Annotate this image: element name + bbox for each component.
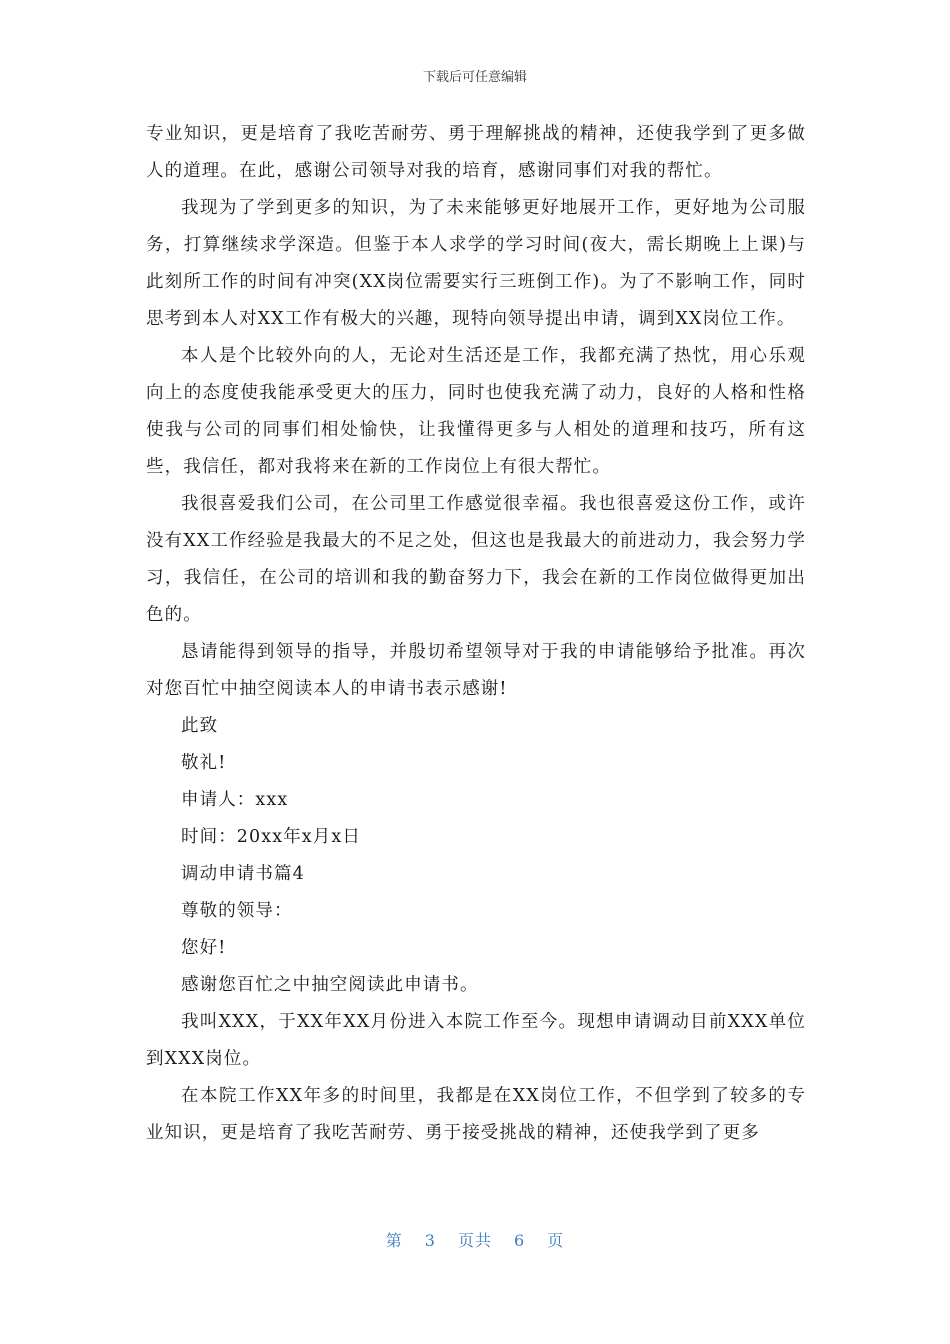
paragraph: 我叫XXX，于XX年XX月份进入本院工作至今。现想申请调动目前XXX单位到XXX岗位。 <box>146 1012 806 1069</box>
footer-suffix: 页 <box>547 1231 565 1250</box>
paragraph: 专业知识，更是培育了我吃苦耐劳、勇于理解挑战的精神，还使我学到了更多做人的道理。在此，感谢公司领导对我的培育，感谢同事们对我的帮忙。 <box>146 124 806 181</box>
greeting: 您好! <box>181 938 227 958</box>
paragraph: 恳请能得到领导的指导，并殷切希望领导对于我的申请能够给予批准。再次对您百忙中抽空阅读本人的申请书表示感谢! <box>146 642 806 699</box>
section-title: 调动申请书篇4 <box>181 864 305 884</box>
footer-prefix: 第 <box>385 1231 403 1250</box>
footer-middle: 页共 <box>457 1231 492 1250</box>
paragraph: 感谢您百忙之中抽空阅读此申请书。 <box>181 975 479 995</box>
current-page-number: 3 <box>424 1231 436 1250</box>
salutation: 尊敬的领导： <box>181 901 293 921</box>
total-pages-number: 6 <box>514 1231 526 1250</box>
header-note: 下载后可任意编辑 <box>422 70 527 85</box>
paragraph: 我很喜爱我们公司，在公司里工作感觉很幸福。我也很喜爱这份工作，或许没有XX工作经验是我最大的不足之处，但这也是我最大的前进动力，我会努力学习，我信任，在公司的培训和我的勤奋努力下，我会在新的工作岗位做得更加出色的。 <box>146 494 806 625</box>
page-footer <box>0 1228 950 1251</box>
document-body <box>146 116 806 1152</box>
paragraph: 我现为了学到更多的知识，为了未来能够更好地展开工作，更好地为公司服务，打算继续求学深造。但鉴于本人求学的学习时间(夜大，需长期晚上上课)与此刻所工作的时间有冲突(XX岗位需要实行三班倒工作)。为了不影响工作，同时思考到本人对XX工作有极大的兴趣，现特向领导提出申请，调到XX岗位工作。 <box>146 198 806 329</box>
applicant-line: 申请人：xxx <box>181 790 289 810</box>
closing-salute: 敬礼! <box>181 753 227 773</box>
paragraph: 在本院工作XX年多的时间里，我都是在XX岗位工作，不但学到了较多的专业知识，更是培育了我吃苦耐劳、勇于接受挑战的精神，还使我学到了更多 <box>146 1086 806 1143</box>
closing-line: 此致 <box>181 716 219 736</box>
paragraph: 本人是个比较外向的人，无论对生活还是工作，我都充满了热忱，用心乐观向上的态度使我能承受更大的压力，同时也使我充满了动力，良好的人格和性格使我与公司的同事们相处愉快，让我懂得更多与人相处的道理和技巧，所有这些，我信任，都对我将来在新的工作岗位上有很大帮忙。 <box>146 346 806 477</box>
date-line: 时间：20xx年x月x日 <box>181 827 361 847</box>
